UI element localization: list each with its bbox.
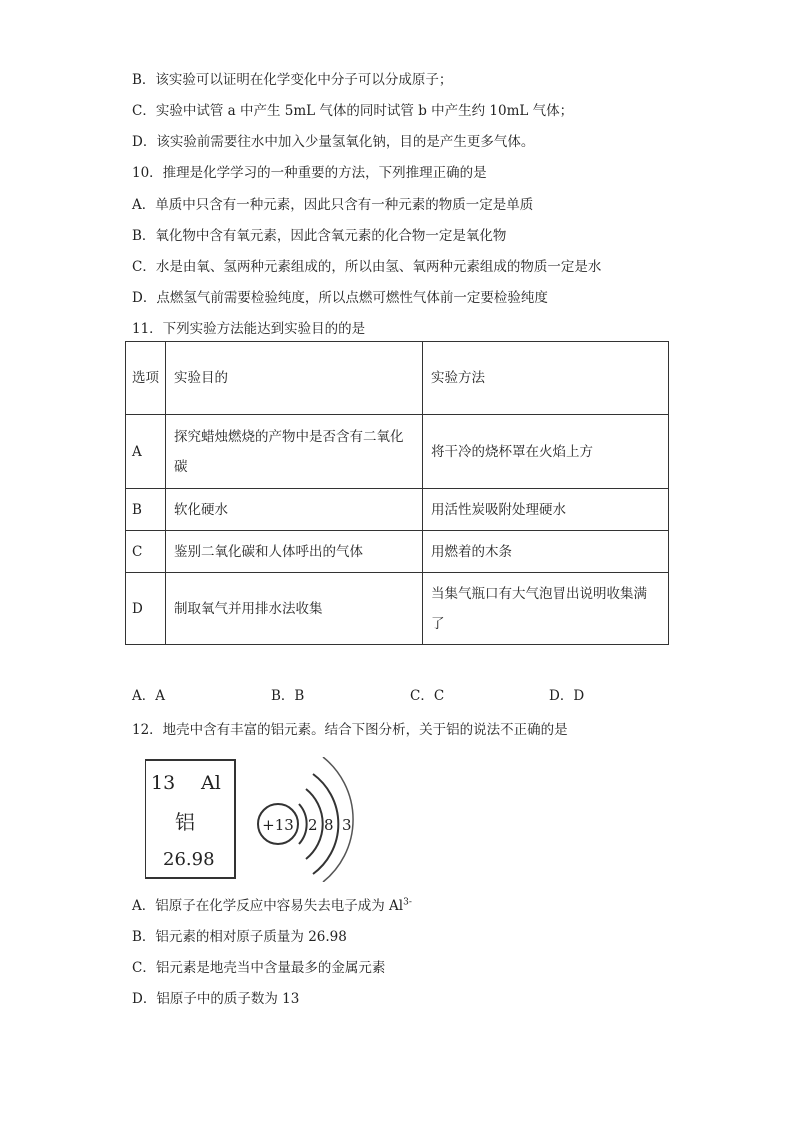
electron-shell-1 (299, 804, 307, 844)
q11-choice-c: C．C (410, 688, 445, 704)
row-d-option: D (126, 573, 166, 645)
row-c-purpose: 鉴别二氧化碳和人体呼出的气体 (166, 531, 423, 573)
table-row (126, 415, 669, 489)
element-name: 铝 (175, 810, 195, 834)
q12-option-c: C．铝元素是地壳当中含量最多的金属元素 (132, 960, 386, 976)
q9-option-d: D．该实验前需要往水中加入少量氢氧化钠，目的是产生更多气体。 (132, 134, 535, 150)
shell-electrons-2: 8 (324, 816, 334, 834)
q12-option-d: D．铝原子中的质子数为 13 (132, 991, 300, 1007)
shell-electrons-1: 2 (308, 816, 318, 834)
q11-choice-d: D．D (549, 688, 585, 704)
q12-option-a (132, 894, 412, 914)
q10-option-c: C．水是由氧、氢两种元素组成的，所以由氢、氧两种元素组成的物质一定是水 (132, 259, 602, 275)
header-purpose: 实验目的 (166, 342, 423, 415)
table-row (126, 489, 669, 531)
q11-stem: 11．下列实验方法能达到实验目的的是 (132, 321, 366, 337)
row-d-method: 当集气瓶口有大气泡冒出说明收集满了 (423, 573, 669, 645)
row-a-method: 将干冷的烧杯罩在火焰上方 (423, 415, 669, 489)
q10-option-a: A．单质中只含有一种元素，因此只含有一种元素的物质一定是单质 (132, 197, 534, 213)
q12-option-a-text: A．铝原子在化学反应中容易失去电子成为 Al (132, 898, 404, 914)
row-a-option: A (126, 415, 166, 489)
row-c-option: C (126, 531, 166, 573)
nuclear-charge: +13 (262, 816, 294, 834)
shell-electrons-3: 3 (342, 816, 352, 834)
header-method: 实验方法 (423, 342, 669, 415)
table-row (126, 573, 669, 645)
atomic-mass: 26.98 (163, 849, 215, 870)
q12-stem: 12．地壳中含有丰富的铝元素。结合下图分析，关于铝的说法不正确的是 (132, 722, 568, 738)
atomic-number: 13 (151, 772, 176, 794)
row-b-purpose: 软化硬水 (166, 489, 423, 531)
q10-stem: 10．推理是化学学习的一种重要的方法，下列推理正确的是 (132, 165, 487, 181)
q11-choice-b: B．B (271, 688, 305, 704)
q11-choice-a: A．A (132, 688, 165, 704)
ion-charge-superscript: 3- (403, 897, 412, 908)
row-c-method: 用燃着的木条 (423, 531, 669, 573)
table-row (126, 531, 669, 573)
q12-option-b: B．铝元素的相对原子质量为 26.98 (132, 929, 347, 945)
q11-table (125, 341, 669, 645)
row-b-option: B (126, 489, 166, 531)
q10-option-b: B．氧化物中含有氧元素，因此含氧元素的化合物一定是氧化物 (132, 228, 507, 244)
row-a-purpose: 探究蜡烛燃烧的产物中是否含有二氧化碳 (166, 415, 423, 489)
header-option: 选项 (126, 342, 166, 415)
row-d-purpose: 制取氧气并用排水法收集 (166, 573, 423, 645)
q9-option-b: B．该实验可以证明在化学变化中分子可以分成原子； (132, 72, 453, 88)
q9-option-c: C．实验中试管 a 中产生 5mL 气体的同时试管 b 中产生约 10mL 气体； (132, 103, 574, 119)
q10-option-d: D．点燃氢气前需要检验纯度，所以点燃可燃性气体前一定要检验纯度 (132, 290, 548, 306)
element-symbol: Al (201, 772, 221, 794)
row-b-method: 用活性炭吸附处理硬水 (423, 489, 669, 531)
aluminum-figure (145, 757, 375, 882)
table-header-row (126, 342, 669, 415)
